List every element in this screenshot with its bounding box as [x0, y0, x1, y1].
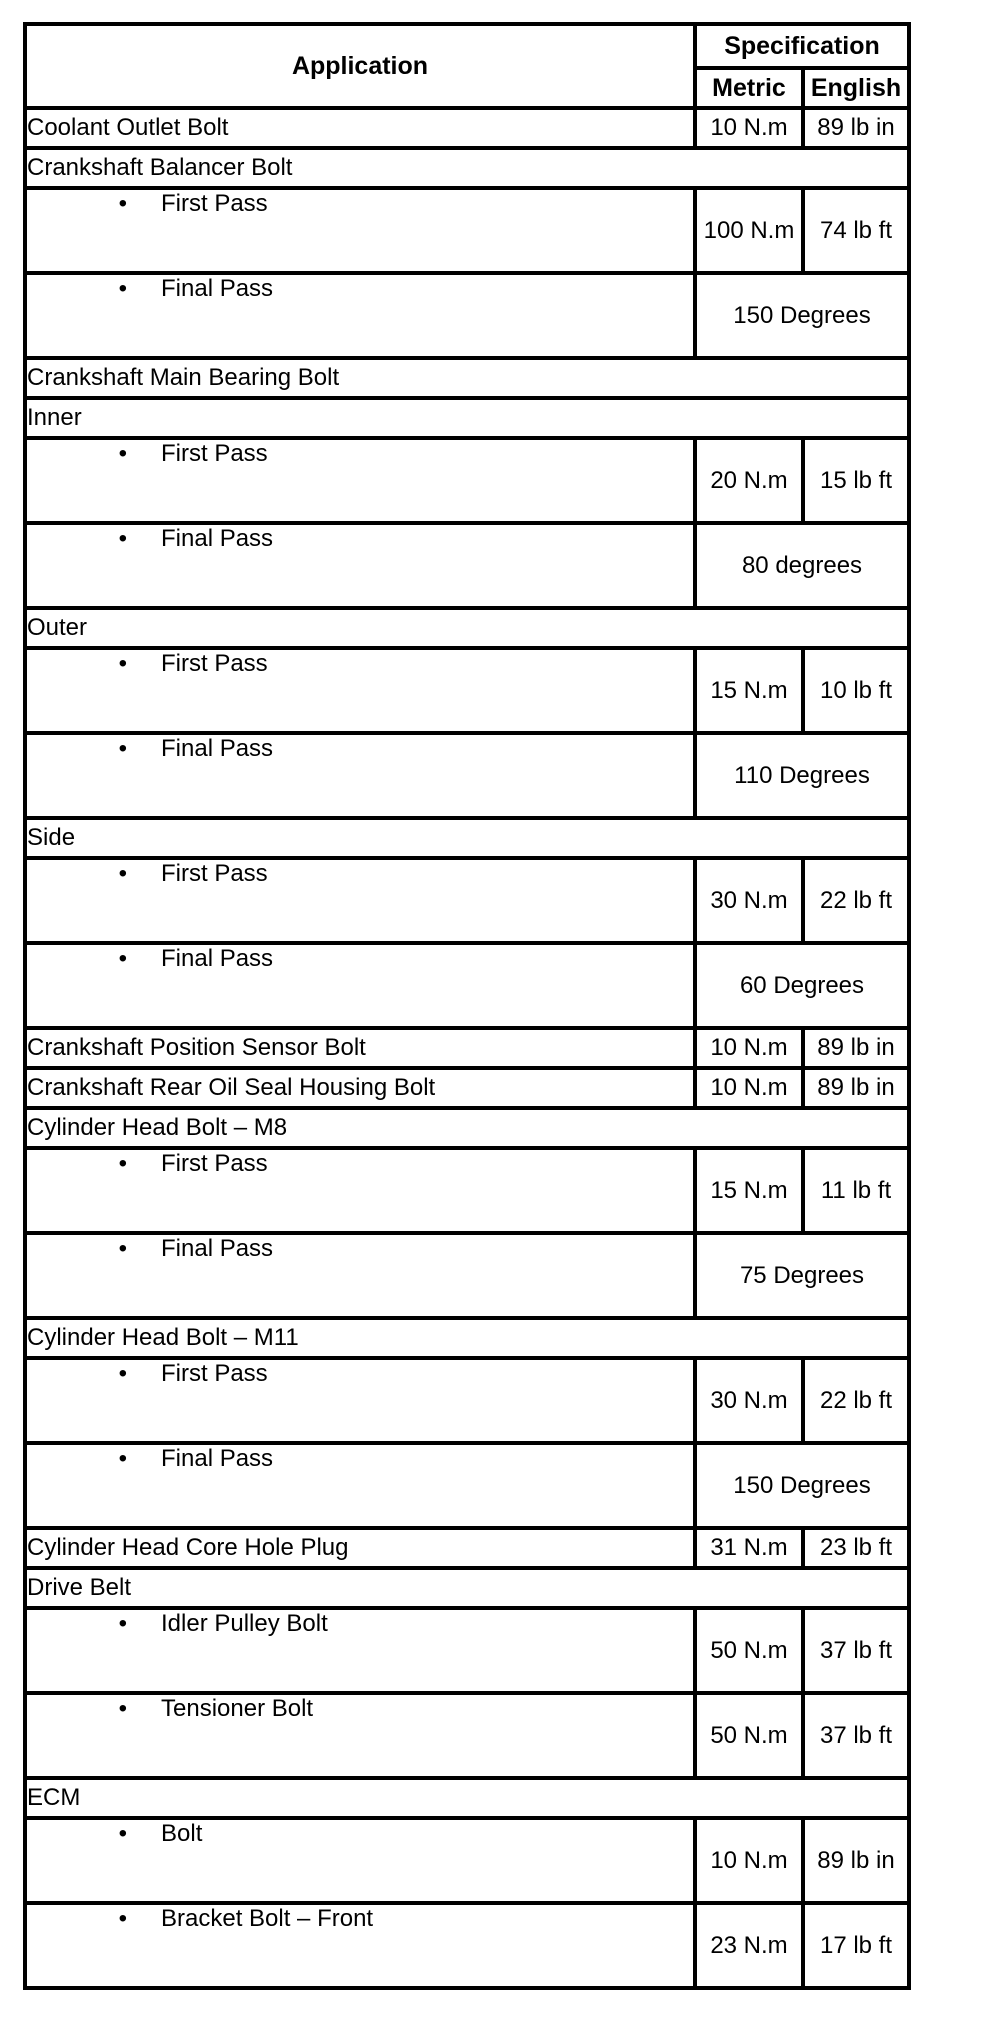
merged-value: 60 Degrees: [695, 943, 909, 1028]
sub-application-cell: [25, 1358, 695, 1443]
sub-label: Idler Pulley Bolt: [161, 1610, 328, 1637]
metric-value: 20 N.m: [695, 438, 803, 523]
sub-row: [25, 438, 909, 523]
sub-application-cell: [25, 273, 695, 358]
sub-label: Final Pass: [161, 1445, 274, 1472]
sub-label: First Pass: [161, 1150, 268, 1177]
bullet-icon: •: [118, 1150, 127, 1177]
english-value: 89 lb in: [803, 108, 909, 148]
english-value: 17 lb ft: [803, 1903, 909, 1988]
sub-label: Bracket Bolt – Front: [161, 1905, 374, 1932]
bullet-icon: •: [118, 1235, 127, 1262]
header-row: [25, 24, 909, 68]
group-label: Inner: [25, 398, 909, 438]
sub-row: [25, 1818, 909, 1903]
english-header: English: [803, 68, 909, 108]
metric-value: 30 N.m: [695, 858, 803, 943]
metric-value: 23 N.m: [695, 1903, 803, 1988]
group-label: Cylinder Head Bolt – M11: [25, 1318, 909, 1358]
group-row: [25, 398, 909, 438]
group-row: [25, 608, 909, 648]
sub-row: [25, 1233, 909, 1318]
bullet-icon: •: [118, 1695, 127, 1722]
sub-application-cell: [25, 523, 695, 608]
merged-value: 75 Degrees: [695, 1233, 909, 1318]
metric-value: 50 N.m: [695, 1608, 803, 1693]
sub-application-cell: [25, 1608, 695, 1693]
bullet-icon: •: [118, 945, 127, 972]
sub-application-cell: [25, 188, 695, 273]
bullet-icon: •: [118, 650, 127, 677]
metric-value: 100 N.m: [695, 188, 803, 273]
application-cell: Cylinder Head Core Hole Plug: [25, 1528, 695, 1568]
group-row: [25, 818, 909, 858]
torque-spec-table: [23, 22, 911, 1990]
sub-row: [25, 1608, 909, 1693]
bullet-icon: •: [118, 1905, 127, 1932]
table-row: [25, 1068, 909, 1108]
sub-application-cell: [25, 1903, 695, 1988]
group-label: Side: [25, 818, 909, 858]
sub-row: [25, 1693, 909, 1778]
english-value: 10 lb ft: [803, 648, 909, 733]
sub-application-cell: [25, 438, 695, 523]
metric-value: 30 N.m: [695, 1358, 803, 1443]
english-value: 22 lb ft: [803, 858, 909, 943]
table-row: [25, 108, 909, 148]
sub-application-cell: [25, 1233, 695, 1318]
metric-value: 31 N.m: [695, 1528, 803, 1568]
metric-value: 10 N.m: [695, 1028, 803, 1068]
sub-label: Final Pass: [161, 735, 274, 762]
sub-label: First Pass: [161, 190, 268, 217]
sub-label: First Pass: [161, 650, 268, 677]
bullet-icon: •: [118, 275, 127, 302]
sub-label: Tensioner Bolt: [161, 1695, 314, 1722]
sub-label: Final Pass: [161, 945, 274, 972]
application-cell: Crankshaft Rear Oil Seal Housing Bolt: [25, 1068, 695, 1108]
bullet-icon: •: [118, 1610, 127, 1637]
sub-application-cell: [25, 1818, 695, 1903]
metric-value: 10 N.m: [695, 1068, 803, 1108]
group-row: [25, 1318, 909, 1358]
sub-application-cell: [25, 858, 695, 943]
sub-row: [25, 943, 909, 1028]
bullet-icon: •: [118, 860, 127, 887]
group-row: [25, 1108, 909, 1148]
sub-label: First Pass: [161, 440, 268, 467]
sub-label: Final Pass: [161, 525, 274, 552]
sub-application-cell: [25, 648, 695, 733]
specification-header: Specification: [695, 24, 909, 68]
sub-application-cell: [25, 1693, 695, 1778]
group-label: Outer: [25, 608, 909, 648]
sub-row: [25, 273, 909, 358]
sub-row: [25, 648, 909, 733]
sub-application-cell: [25, 1148, 695, 1233]
metric-value: 50 N.m: [695, 1693, 803, 1778]
table-row: [25, 1528, 909, 1568]
sub-application-cell: [25, 733, 695, 818]
application-cell: Crankshaft Position Sensor Bolt: [25, 1028, 695, 1068]
sub-row: [25, 188, 909, 273]
sub-application-cell: [25, 943, 695, 1028]
english-value: 89 lb in: [803, 1028, 909, 1068]
group-label: ECM: [25, 1778, 909, 1818]
sub-label: First Pass: [161, 860, 268, 887]
group-label: Cylinder Head Bolt – M8: [25, 1108, 909, 1148]
english-value: 37 lb ft: [803, 1608, 909, 1693]
bullet-icon: •: [118, 525, 127, 552]
metric-header: Metric: [695, 68, 803, 108]
english-value: 89 lb in: [803, 1818, 909, 1903]
english-value: 37 lb ft: [803, 1693, 909, 1778]
table-row: [25, 1028, 909, 1068]
sub-row: [25, 1148, 909, 1233]
sub-label: Final Pass: [161, 275, 274, 302]
merged-value: 150 Degrees: [695, 273, 909, 358]
sub-application-cell: [25, 1443, 695, 1528]
sub-label: Final Pass: [161, 1235, 274, 1262]
english-value: 22 lb ft: [803, 1358, 909, 1443]
bullet-icon: •: [118, 1445, 127, 1472]
group-label: Drive Belt: [25, 1568, 909, 1608]
english-value: 15 lb ft: [803, 438, 909, 523]
sub-row: [25, 523, 909, 608]
bullet-icon: •: [118, 735, 127, 762]
group-row: [25, 1568, 909, 1608]
sub-row: [25, 733, 909, 818]
sub-row: [25, 1358, 909, 1443]
bullet-icon: •: [118, 190, 127, 217]
sub-row: [25, 1443, 909, 1528]
application-header: Application: [25, 24, 695, 108]
bullet-icon: •: [118, 440, 127, 467]
english-value: 89 lb in: [803, 1068, 909, 1108]
group-label: Crankshaft Main Bearing Bolt: [25, 358, 909, 398]
group-row: [25, 358, 909, 398]
group-row: [25, 1778, 909, 1818]
application-cell: Coolant Outlet Bolt: [25, 108, 695, 148]
english-value: 11 lb ft: [803, 1148, 909, 1233]
sub-row: [25, 858, 909, 943]
bullet-icon: •: [118, 1360, 127, 1387]
sub-label: First Pass: [161, 1360, 268, 1387]
english-value: 23 lb ft: [803, 1528, 909, 1568]
bullet-icon: •: [118, 1820, 127, 1847]
metric-value: 10 N.m: [695, 108, 803, 148]
sub-label: Bolt: [161, 1820, 203, 1847]
metric-value: 15 N.m: [695, 1148, 803, 1233]
merged-value: 150 Degrees: [695, 1443, 909, 1528]
table-body: [25, 108, 909, 1988]
metric-value: 15 N.m: [695, 648, 803, 733]
group-row: [25, 148, 909, 188]
group-label: Crankshaft Balancer Bolt: [25, 148, 909, 188]
metric-value: 10 N.m: [695, 1818, 803, 1903]
merged-value: 80 degrees: [695, 523, 909, 608]
english-value: 74 lb ft: [803, 188, 909, 273]
merged-value: 110 Degrees: [695, 733, 909, 818]
sub-row: [25, 1903, 909, 1988]
